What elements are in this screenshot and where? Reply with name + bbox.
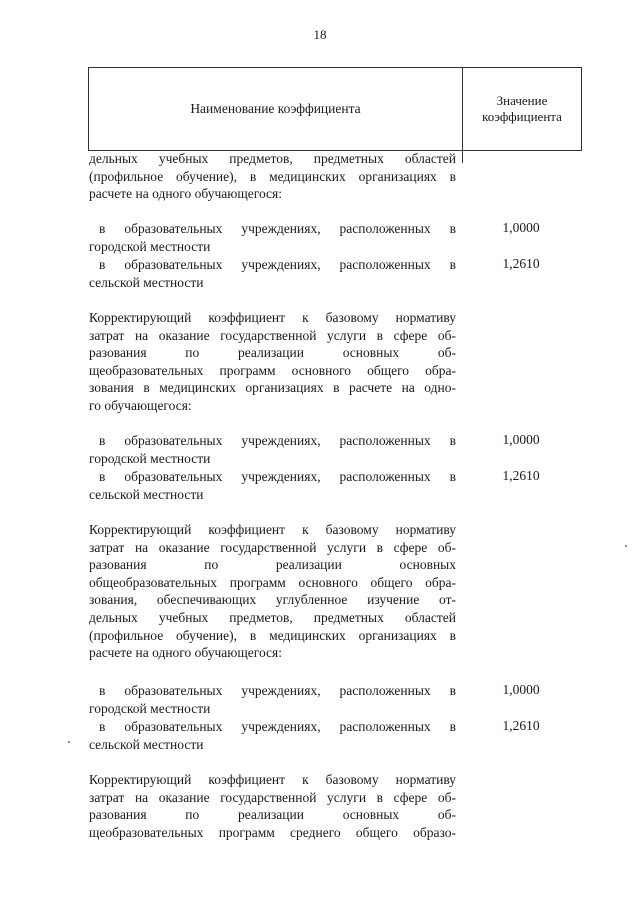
table-header: [88, 67, 582, 151]
text-line: (профильное обучение), в медицинских организациях в: [89, 168, 456, 184]
text-line: зования в медицинских организациях в расчете на одно-: [89, 380, 456, 396]
text-line: расчете на одного обучающегося:: [89, 645, 282, 661]
text-line: Корректирующий коэффициент к базовому нормативу: [89, 522, 456, 537]
text-line: городской местности: [89, 238, 211, 254]
text-line: в образовательных учреждениях, расположенных в: [99, 433, 456, 448]
text-line: Корректирующий коэффициент к базовому нормативу: [89, 310, 456, 325]
text-line: городской местности: [89, 450, 211, 466]
column-divider-tail: [462, 151, 463, 163]
header-value-line-2: коэффициента: [482, 109, 562, 124]
group3-rural-row: [89, 718, 456, 753]
group2-urban-value: 1,0000: [502, 432, 540, 447]
text-line: Корректирующий коэффициент к базовому нормативу: [89, 772, 456, 787]
text-line: затрат на оказание государственной услуги в сфере об-: [89, 327, 456, 343]
block4-text: [89, 771, 456, 841]
text-line: в образовательных учреждениях, расположенных в: [99, 719, 456, 734]
group3-urban-value: 1,0000: [502, 682, 540, 697]
text-line: дельных учебных предметов, предметных областей: [89, 609, 456, 625]
text-line: общеобразовательных программ основного общего обра-: [89, 574, 456, 590]
text-line: разования по реализации основных об-: [89, 807, 456, 823]
text-line: сельской местности: [89, 486, 204, 502]
text-line: щеобразовательных программ среднего общего образо-: [89, 824, 456, 840]
text-line: сельской местности: [89, 274, 204, 290]
text-line: (профильное обучение), в медицинских организациях в: [89, 627, 456, 643]
block2-text: [89, 309, 456, 415]
text-line: щеобразовательных программ основного общего обра-: [89, 362, 456, 378]
text-line: в образовательных учреждениях, расположенных в: [99, 221, 456, 236]
text-line: городской местности: [89, 700, 211, 716]
header-coefficient-value: [463, 68, 581, 150]
text-line: сельской местности: [89, 736, 204, 752]
text-line: зования, обеспечивающих углубленное изучение от-: [89, 592, 456, 608]
scan-speck: [68, 741, 70, 743]
block3-text: [89, 521, 456, 662]
scan-speck: [625, 545, 627, 547]
text-line: затрат на оказание государственной услуги в сфере об-: [89, 789, 456, 805]
group1-urban-row: [89, 220, 456, 255]
text-line: разования по реализации основных: [89, 557, 456, 573]
text-line: разования по реализации основных об-: [89, 345, 456, 361]
group2-urban-row: [89, 432, 456, 467]
text-line: расчете на одного обучающегося:: [89, 186, 282, 202]
page-number: 18: [313, 27, 327, 42]
text-line: в образовательных учреждениях, расположенных в: [99, 469, 456, 484]
text-line: го обучающегося:: [89, 397, 192, 413]
continuation-text: [89, 150, 456, 203]
group1-urban-value: 1,0000: [502, 220, 540, 235]
text-line: дельных учебных предметов, предметных областей: [89, 151, 456, 166]
group1-rural-value: 1,2610: [502, 256, 540, 271]
text-line: затрат на оказание государственной услуги в сфере об-: [89, 539, 456, 555]
group1-rural-row: [89, 256, 456, 291]
text-line: в образовательных учреждениях, расположенных в: [99, 683, 456, 698]
header-coefficient-name: Наименование коэффициента: [190, 101, 361, 116]
group3-urban-row: [89, 682, 456, 717]
group2-rural-row: [89, 468, 456, 503]
group2-rural-value: 1,2610: [502, 468, 540, 483]
text-line: в образовательных учреждениях, расположенных в: [99, 257, 456, 272]
header-value-line-1: Значение: [496, 93, 548, 108]
group3-rural-value: 1,2610: [502, 718, 540, 733]
